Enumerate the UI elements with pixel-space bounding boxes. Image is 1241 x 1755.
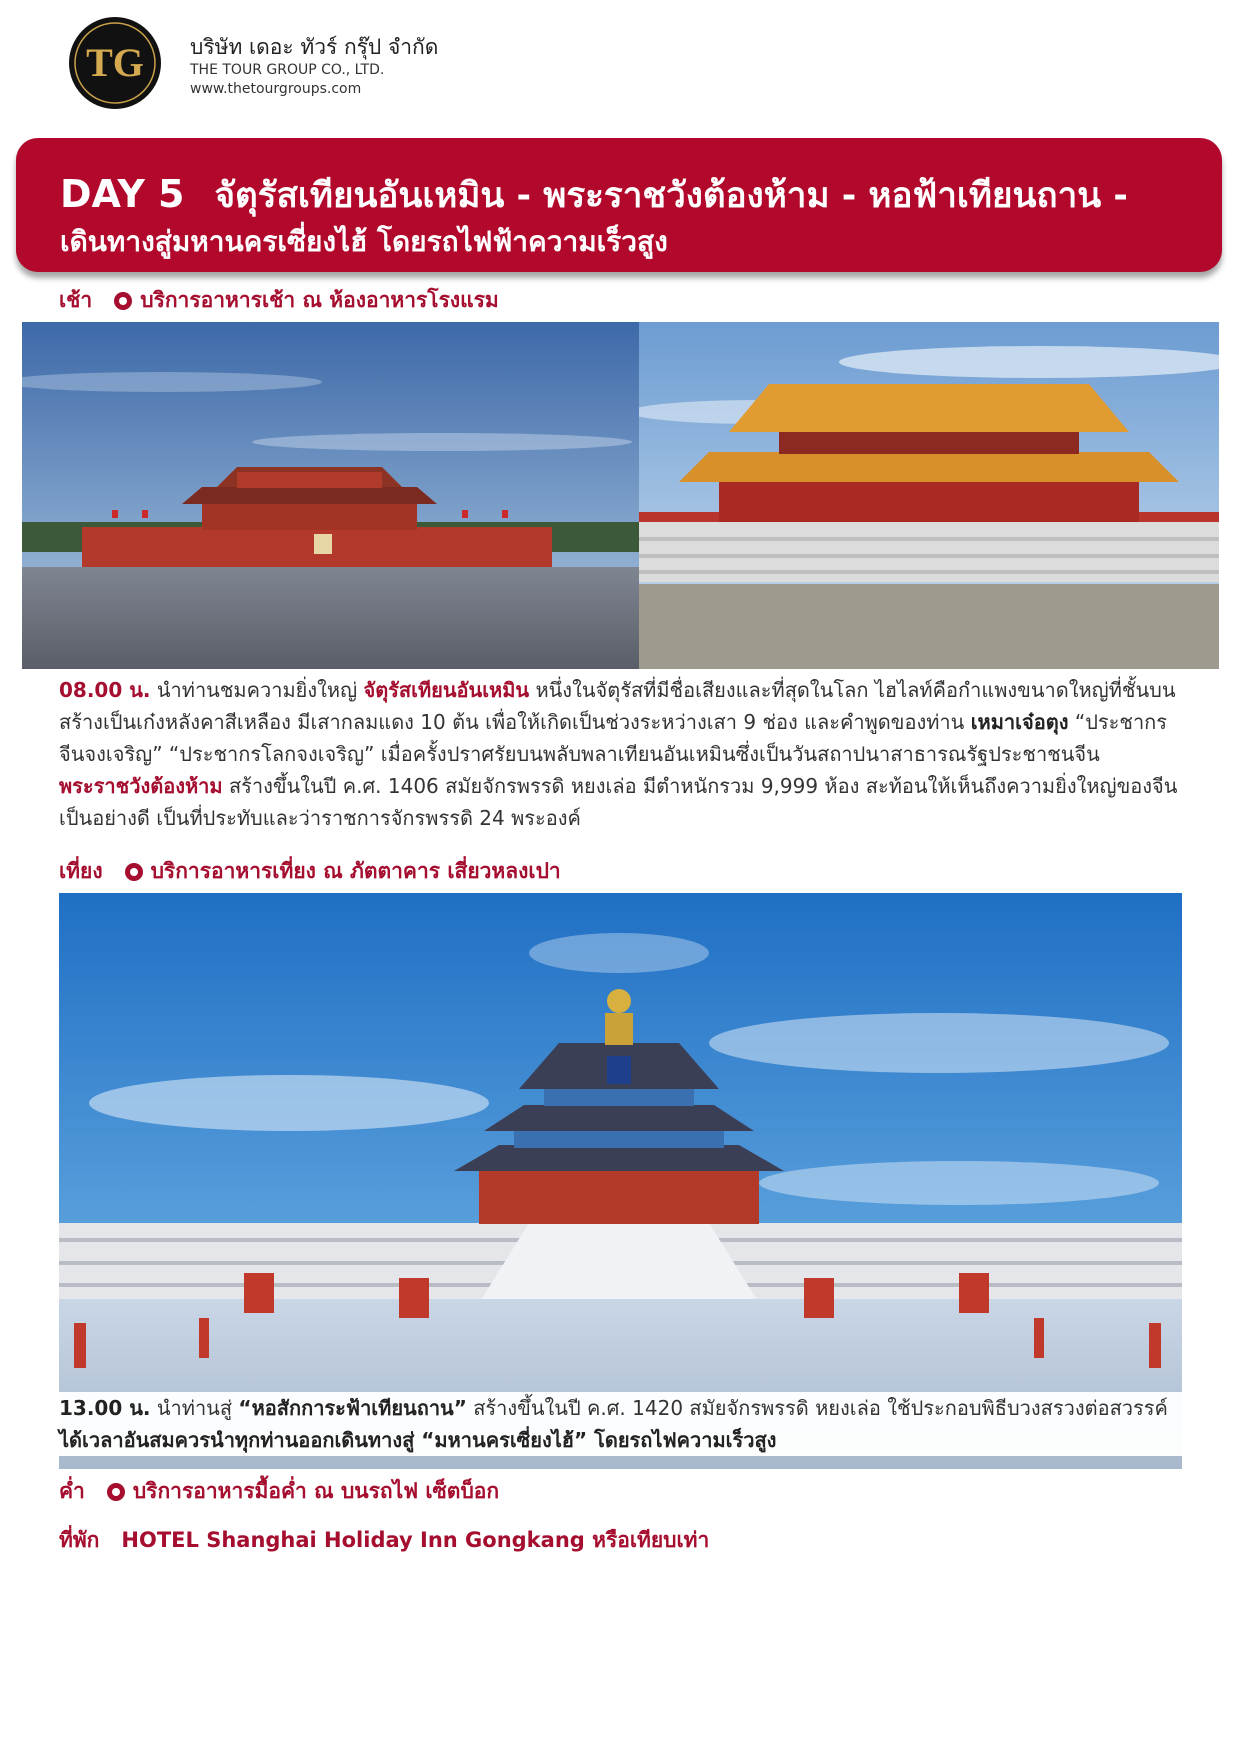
forbidden-city-highlight: พระราชวังต้องห้าม	[59, 774, 223, 798]
lunch-label: เที่ยง	[59, 859, 103, 883]
temple-highlight: “หอสักการะฟ้าเทียนถาน”	[238, 1396, 467, 1420]
lunch-text: บริการอาหารเที่ยง ณ ภัตตาคาร เสี่ยวหลงเปา	[150, 859, 561, 883]
breakfast-text: บริการอาหารเช้า ณ ห้องอาหารโรงแรม	[140, 288, 499, 312]
tiananmen-highlight: จัตุรัสเทียนอันเหมิน	[363, 678, 530, 702]
company-website[interactable]: www.thetourgroups.com	[190, 81, 362, 97]
morning-time: 08.00 น.	[59, 678, 151, 702]
company-name-th: บริษัท เดอะ ทัวร์ กรุ๊ป จำกัด	[190, 35, 439, 59]
day-banner	[16, 138, 1222, 272]
morning-text-1: นำท่านชมความยิ่งใหญ่	[156, 678, 358, 702]
breakfast-line	[59, 284, 499, 317]
hotel-line	[59, 1524, 709, 1557]
afternoon-time: 13.00 น.	[59, 1396, 151, 1420]
day-label: DAY 5	[60, 172, 185, 216]
company-logo	[68, 16, 162, 110]
forbidden-city-photo	[639, 322, 1219, 669]
day-title-line1	[60, 168, 1128, 223]
hotel-label: ที่พัก	[59, 1528, 100, 1552]
company-info	[190, 34, 438, 98]
mao-highlight: เหมาเจ๋อตุง	[970, 710, 1069, 734]
temple-of-heaven-photo	[59, 893, 1182, 1469]
plate-icon	[125, 863, 143, 881]
dinner-label: ค่ำ	[59, 1479, 85, 1503]
dinner-text: บริการอาหารมื้อค่ำ ณ บนรถไฟ เซ็ตบ็อก	[132, 1479, 500, 1503]
plate-icon	[114, 292, 132, 310]
afternoon-text-1: นำท่านสู่	[156, 1396, 233, 1420]
tiananmen-photo	[22, 322, 639, 669]
logo-letters: TG	[86, 40, 144, 85]
morning-text-3: “ประชากรจีนจงเจริญ” “ประชากรโลกจงเจริญ” เมื่อครั้งปราศรัยบนพลับพลาเทียนอันเหมินซึ่งเป็นวันสถาปนาสาธารณรัฐประชาชนจีน	[59, 710, 1168, 766]
morning-text-2: หนึ่งในจัตุรัสที่มีชื่อเสียงและที่สุดในโลก ไฮไลท์คือกำแพงขนาดใหญ่ที่ชั้นบนสร้างเป็นเก๋งหลังคาสีเหลือง มีเสากลมแดง 10 ต้น เพื่อให้เกิดเป็นช่วงระหว่างเสา 9 ช่อง และคำพูดของท่าน	[59, 678, 1176, 734]
breakfast-label: เช้า	[59, 288, 93, 312]
morning-paragraph	[59, 674, 1189, 834]
lunch-line	[59, 855, 561, 888]
morning-text-4: สร้างขึ้นในปี ค.ศ. 1406 สมัยจักรพรรดิ หยงเล่อ มีตำหนักรวม 9,999 ห้อง สะท้อนให้เห็นถึงความยิ่งใหญ่ของจีนเป็นอย่างดี เป็นที่ประทับและว่าราชการจักรพรรดิ 24 พระองค์	[59, 774, 1178, 830]
afternoon-bold-2: ได้เวลาอันสมควรนำทุกท่านออกเดินทางสู่ “มหานครเซี่ยงไฮ้” โดยรถไฟความเร็วสูง	[59, 1428, 777, 1452]
day-title-1: จัตุรัสเทียนอันเหมิน - พระราชวังต้องห้าม - หอฟ้าเทียนถาน -	[214, 176, 1128, 216]
day-title-2: เดินทางสู่มหานครเซี่ยงไฮ้ โดยรถไฟฟ้าความเร็วสูง	[60, 225, 668, 258]
afternoon-paragraph	[59, 1392, 1189, 1456]
company-header	[68, 16, 768, 112]
dinner-line	[59, 1475, 499, 1508]
afternoon-text-2: สร้างขึ้นในปี ค.ศ. 1420 สมัยจักรพรรดิ หยงเล่อ ใช้ประกอบพิธีบวงสรวงต่อสวรรค์	[473, 1396, 1168, 1420]
plate-icon	[107, 1483, 125, 1501]
hotel-text: HOTEL Shanghai Holiday Inn Gongkang หรือเทียบเท่า	[121, 1528, 710, 1552]
company-name-en: THE TOUR GROUP CO., LTD.	[190, 62, 385, 78]
